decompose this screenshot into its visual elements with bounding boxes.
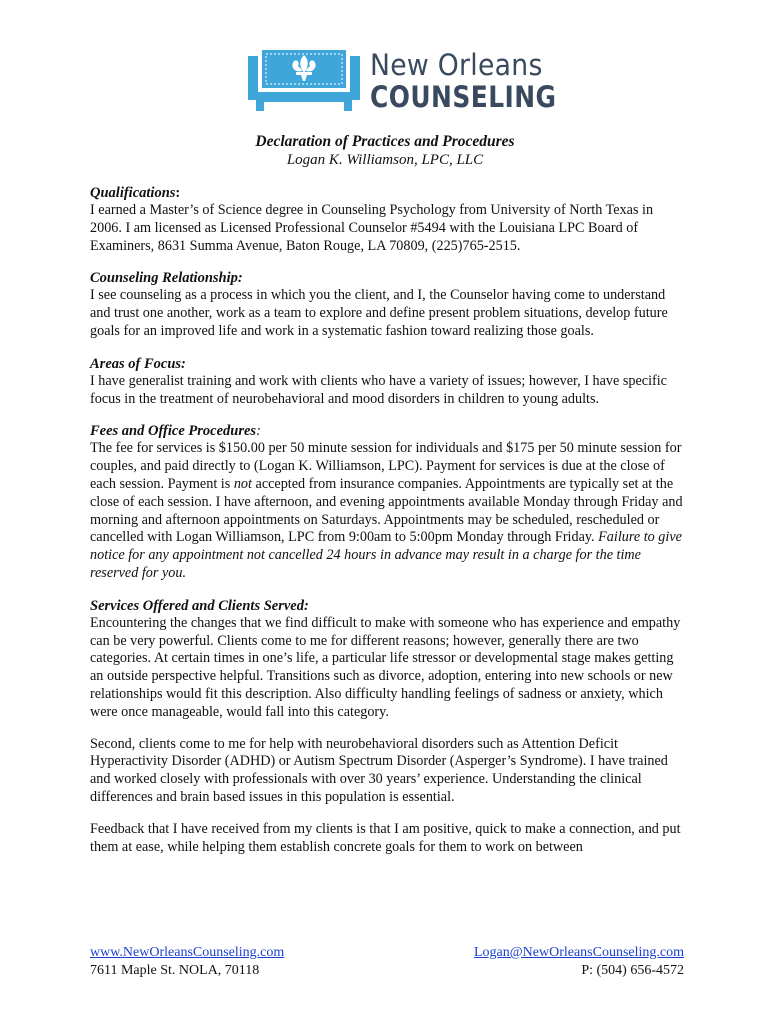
cancellation-warning: Failure to give notice for any appointment not cancelled 24 hours in advance may result in a charge for the time reserved for you. bbox=[90, 529, 682, 581]
email-link[interactable]: Logan@NewOrleansCounseling.com bbox=[473, 945, 684, 960]
document-title: Declaration of Practices and Procedures bbox=[255, 133, 515, 150]
document-header bbox=[0, 132, 770, 170]
section-body: I see counseling as a process in which you the client, and I, the Counselor having come to understand and trust one another, work as a team to explore and define present problem situations, develop future goals for an improved life and work in a systematic fashion toward realizing those goals. bbox=[90, 287, 668, 339]
section-heading: Services Offered and Clients Served: bbox=[90, 597, 309, 614]
footer-address: 7611 Maple St. NOLA, 70118 bbox=[90, 963, 260, 978]
fees-text-1: The fee for services is $150.00 per 50 minute session for individuals and $175 per 50 minute session for couples, and paid directly to (Logan K. Williamson, LPC). Payment for services is due at the close of each session. Payment is bbox=[90, 440, 682, 492]
document-subtitle: Logan K. Williamson, LPC, LLC bbox=[286, 152, 484, 168]
document-body bbox=[90, 184, 686, 870]
section-heading bbox=[90, 184, 686, 202]
logo-text-line1: New Orleans bbox=[370, 48, 543, 82]
section-body: I have generalist training and work with clients who have a variety of issues; however, I have specific focus in the treatment of neurobehavioral and mood disorders in children to young adults. bbox=[90, 372, 667, 407]
section-body bbox=[90, 440, 686, 582]
company-logo bbox=[248, 46, 557, 114]
fleur-de-lis-sofa-icon bbox=[248, 46, 360, 112]
section-fees bbox=[90, 422, 686, 582]
heading-colon: : bbox=[256, 423, 261, 440]
heading-text: Qualifications bbox=[90, 185, 176, 201]
logo-text-line2: COUNSELING bbox=[370, 80, 557, 114]
website-link[interactable]: www.NewOrleansCounseling.com bbox=[90, 945, 285, 960]
footer-left bbox=[90, 944, 284, 980]
fees-text-2: accepted from insurance companies. Appointments are typically set at the close of each session. I have afternoon, and evening appointments available Monday through Friday and morning and afternoon appointments on Saturdays. Appointments may be scheduled, rescheduled or cancelled with Logan Williamson, LPC from 9:00am to 5:00pm Monday through Friday. bbox=[90, 475, 683, 546]
footer-phone: P: (504) 656-4572 bbox=[581, 963, 684, 978]
services-paragraph-2: Second, clients come to me for help with neurobehavioral disorders such as Attention Deficit Hyperactivity Disorder (ADHD) or Autism Spectrum Disorder (Asperger’s Syndrome). I have trained and worked closely with professionals with over 30 years’ experience. Understanding the clinical differences and brain based issues in this population is essential. bbox=[90, 735, 668, 805]
section-qualifications bbox=[90, 184, 686, 255]
section-counseling-relationship bbox=[90, 269, 686, 340]
services-paragraph-1: Encountering the changes that we find difficult to make with someone who has experience and empathy can be very powerful. Clients come to me for different reasons; however, generally there are two categories. At certain times in one’s life, a particular life stressor or developmental stage makes getting an outside perspective helpful. Transitions such as divorce, adoption, entering into new schools or new relationships would fit this description. Also difficulty handling feelings of sadness or anxiety, which were once manageable, would fall into this category. bbox=[90, 614, 681, 720]
section-heading: Areas of Focus: bbox=[90, 355, 186, 372]
section-body: I earned a Master’s of Science degree in Counseling Psychology from University of North Texas in 2006. I am licensed as Licensed Professional Counselor #5494 with the Louisiana LPC Board of Examiners, 8631 Summa Avenue, Baton Rouge, LA 70809, (225)765-2515. bbox=[90, 202, 654, 254]
heading-colon: : bbox=[175, 185, 181, 201]
section-services bbox=[90, 597, 686, 857]
fees-not-emphasis: not bbox=[233, 475, 252, 492]
heading-text: Fees and Office Procedures bbox=[90, 423, 257, 440]
services-paragraph-3: Feedback that I have received from my clients is that I am positive, quick to make a connection, and put them at ease, while helping them establish concrete goals for them to work on between bbox=[90, 820, 681, 855]
section-areas-of-focus bbox=[90, 355, 686, 409]
section-heading: Counseling Relationship: bbox=[90, 270, 243, 287]
footer-right bbox=[474, 944, 684, 980]
section-heading bbox=[90, 422, 686, 440]
